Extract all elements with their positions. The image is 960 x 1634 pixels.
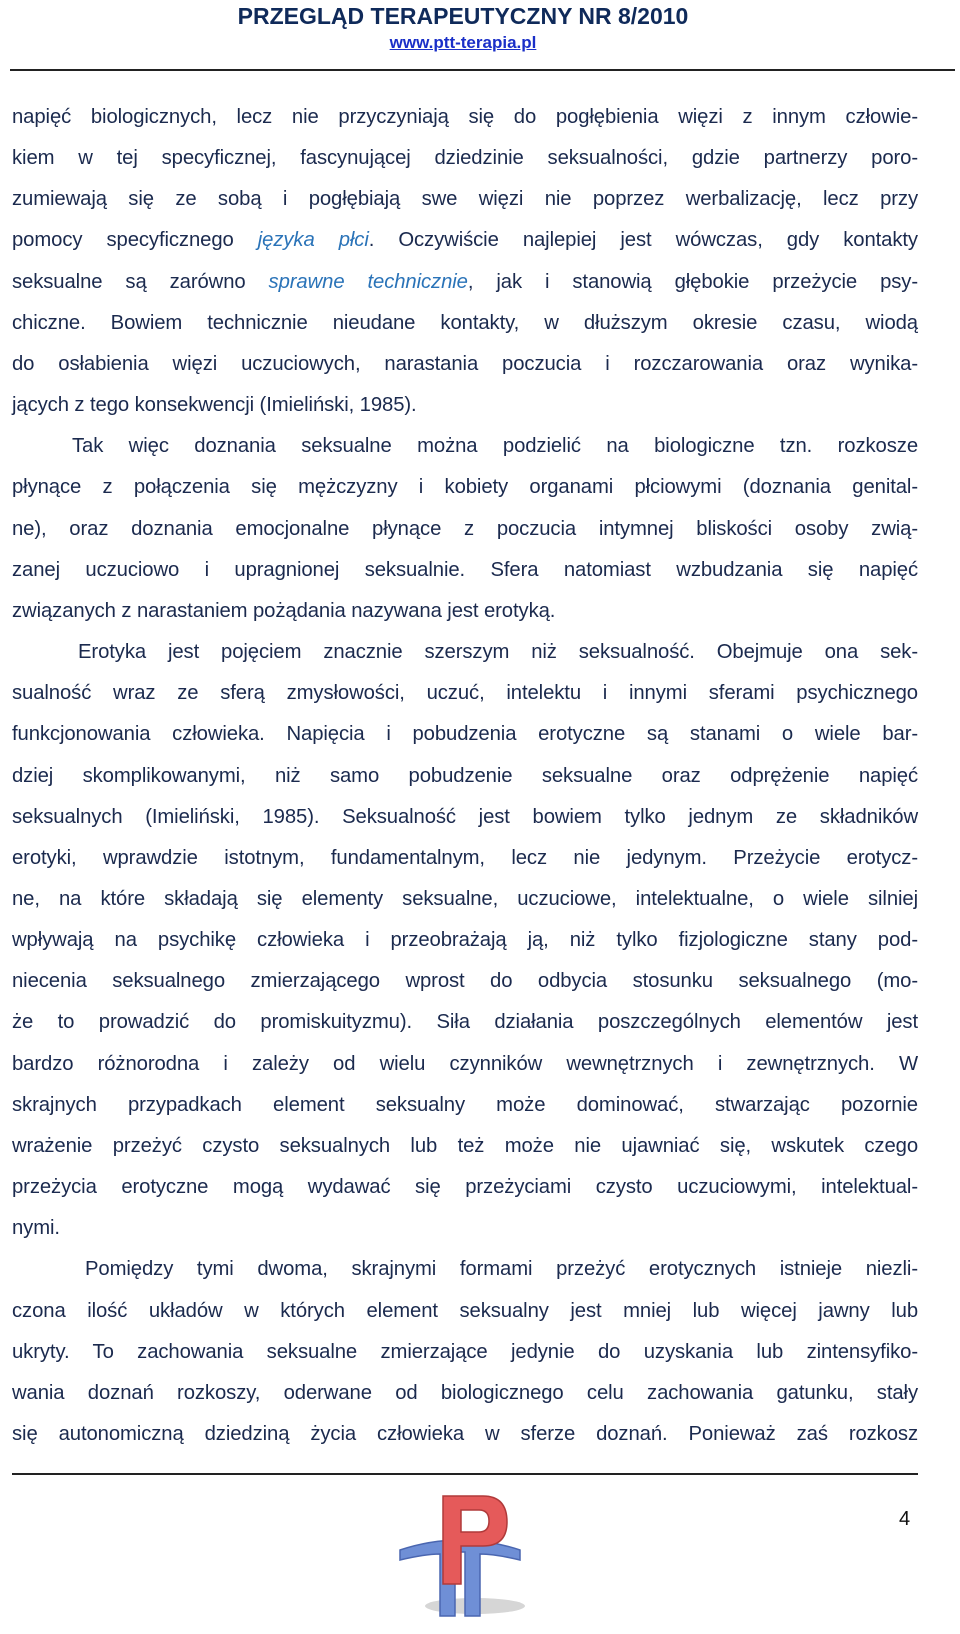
text-line <box>12 879 918 920</box>
text-segment: jących z tego konsekwencji (Imieliński, 1985). <box>12 394 417 417</box>
text-line <box>12 1126 918 1167</box>
text-line <box>12 303 918 344</box>
text-segment: funkcjonowania człowieka. Napięcia i pobudzenia erotyczne są stanami o wiele bar- <box>12 723 918 746</box>
header-divider <box>10 69 955 71</box>
text-segment: Erotyka jest pojęciem znacznie szerszym niż seksualność. Obejmuje ona sek- <box>78 641 918 664</box>
text-segment: chiczne. Bowiem technicznie nieudane kontakty, w dłuższym okresie czasu, wiodą <box>12 311 918 334</box>
text-line <box>12 1208 918 1249</box>
text-line <box>12 920 918 961</box>
text-segment: ne), oraz doznania emocjonalne płynące z poczucia intymnej bliskości osoby zwią- <box>12 517 918 540</box>
emphasized-term: języka płci <box>257 229 369 252</box>
text-line <box>12 467 918 508</box>
emphasized-term: sprawne technicznie <box>268 270 468 293</box>
footer-divider <box>12 1473 918 1475</box>
text-segment: że to prowadzić do promiskuityzmu). Siła działania poszczególnych elementów jest <box>12 1011 918 1034</box>
text-line <box>12 344 918 385</box>
page-number: 4 <box>899 1508 911 1530</box>
text-line <box>12 509 918 550</box>
text-segment: nymi. <box>12 1217 60 1240</box>
text-segment: wrażenie przeżyć czysto seksualnych lub też może nie ujawniać się, wskutek czego <box>12 1134 918 1157</box>
text-segment: seksualne są zarówno <box>12 270 269 293</box>
text-segment: , jak i stanowią głębokie przeżycie psy- <box>467 270 918 293</box>
text-segment: sualność wraz ze sferą zmysłowości, uczuć, intelektu i innymi sferami psychicznego <box>12 682 918 705</box>
text-line <box>12 756 918 797</box>
text-segment: dziej skomplikowanymi, niż samo pobudzenie seksualne oraz odprężenie napięć <box>12 764 918 787</box>
text-line <box>12 426 918 467</box>
text-line <box>12 138 918 179</box>
text-line <box>12 385 918 426</box>
text-line <box>12 961 918 1002</box>
article-body <box>12 97 918 1455</box>
text-line <box>12 1002 918 1043</box>
text-segment: ukryty. To zachowania seksualne zmierzające jedynie do uzyskania lub zintensyfiko- <box>12 1340 918 1363</box>
text-line <box>12 591 918 632</box>
text-line <box>12 1249 918 1290</box>
text-segment: niecenia seksualnego zmierzającego wprost do odbycia stosunku seksualnego (mo- <box>12 970 918 993</box>
text-line <box>12 632 918 673</box>
text-segment: seksualnych (Imieliński, 1985). Seksualność jest bowiem tylko jednym ze składników <box>12 805 918 828</box>
text-segment: Pomiędzy tymi dwoma, skrajnymi formami przeżyć erotycznych istnieje niezli- <box>85 1258 918 1281</box>
text-line <box>12 797 918 838</box>
text-line <box>12 179 918 220</box>
text-line <box>12 1373 918 1414</box>
text-line <box>12 838 918 879</box>
text-segment: wpływają na psychikę człowieka i przeobrażają ją, niż tylko fizjologiczne stany pod- <box>12 929 918 952</box>
text-line <box>12 1332 918 1373</box>
text-segment: bardzo różnorodna i zależy od wielu czynników wewnętrznych i zewnętrznych. W <box>12 1052 918 1075</box>
text-segment: Tak więc doznania seksualne można podzielić na biologiczne tzn. rozkosze <box>72 435 918 458</box>
text-segment: zanej uczuciowo i upragnionej seksualnie. Sfera natomiast wzbudzania się napięć <box>12 558 918 581</box>
text-segment: kiem w tej specyficznej, fascynującej dziedzinie seksualności, gdzie partnerzy poro- <box>12 147 918 170</box>
text-segment: skrajnych przypadkach element seksualny może dominować, stwarzając pozornie <box>12 1093 918 1116</box>
text-segment: do osłabienia więzi uczuciowych, narastania poczucia i rozczarowania oraz wynika- <box>12 352 918 375</box>
journal-url <box>0 33 926 53</box>
text-line <box>12 714 918 755</box>
text-segment: się autonomiczną dziedziną życia człowieka w sferze doznań. Ponieważ zaś rozkosz <box>12 1423 918 1445</box>
text-line <box>12 1044 918 1085</box>
text-segment: zumiewają się ze sobą i pogłębiają swe więzi nie poprzez werbalizację, lecz przy <box>12 188 918 211</box>
journal-url-link[interactable]: www.ptt-terapia.pl <box>389 33 537 52</box>
text-segment: płynące z połączenia się mężczyzny i kobiety organami płciowymi (doznania genital- <box>12 476 918 499</box>
journal-title: PRZEGLĄD TERAPEUTYCZNY NR 8/2010 <box>237 3 689 29</box>
text-line <box>12 1291 918 1332</box>
text-line <box>12 1167 918 1208</box>
text-segment: wania doznań rozkoszy, oderwane od biologicznego celu zachowania gatunku, stały <box>12 1381 918 1404</box>
text-segment: napięć biologicznych, lecz nie przyczyniają się do pogłębienia więzi z innym człowie- <box>12 106 918 128</box>
text-line <box>12 97 918 138</box>
text-line <box>12 673 918 714</box>
text-line <box>12 1085 918 1126</box>
text-segment: pomocy specyficznego <box>12 229 258 252</box>
text-line <box>12 220 918 261</box>
text-segment: ne, na które składają się elementy seksualne, uczuciowe, intelektualne, o wiele silniej <box>12 887 918 910</box>
text-segment: czona ilość układów w których element seksualny jest mniej lub więcej jawny lub <box>12 1299 918 1322</box>
text-line <box>12 550 918 591</box>
ptt-logo-icon <box>395 1488 525 1628</box>
text-line <box>12 262 918 303</box>
text-segment: . Oczywiście najlepiej jest wówczas, gdy kontakty <box>368 229 918 252</box>
text-segment: erotyki, wprawdzie istotnym, fundamentalnym, lecz nie jedynym. Przeżycie erotycz- <box>12 846 918 869</box>
text-segment: przeżycia erotyczne mogą wydawać się przeżyciami czysto uczuciowymi, intelektual- <box>12 1176 918 1199</box>
text-line <box>12 1414 918 1455</box>
text-segment: związanych z narastaniem pożądania nazywana jest erotyką. <box>12 599 556 622</box>
